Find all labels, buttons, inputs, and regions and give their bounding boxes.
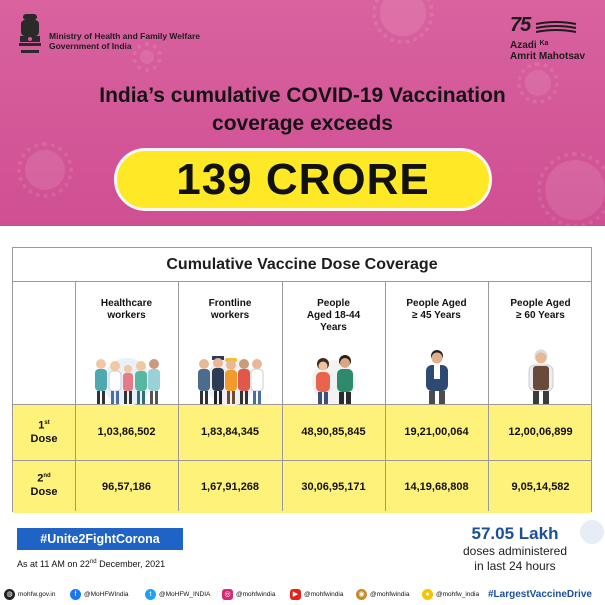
koo-icon: ● <box>422 589 433 600</box>
virus-decoration <box>25 150 65 190</box>
total-doses-pill: 139 CRORE <box>114 148 492 211</box>
table-title: Cumulative Vaccine Dose Coverage <box>13 248 591 282</box>
table-cell: 9,05,14,582 <box>511 481 570 493</box>
footer-hashtag: #LargestVaccineDrive <box>488 588 592 600</box>
footer-twitter[interactable]: t @MoHFW_INDIA <box>145 588 210 600</box>
dose-coverage-table <box>12 247 592 512</box>
footer-youtube[interactable]: ▶ @mohfwindia <box>290 588 343 600</box>
footer-pinterest[interactable]: ◉ @mohfwindia <box>356 588 409 600</box>
table-cell: 1,03,86,502 <box>97 426 156 438</box>
age-18-44-illustration <box>299 348 369 406</box>
healthcare-workers-illustration <box>91 348 163 406</box>
table-cell: 96,57,186 <box>102 481 151 493</box>
daily-doses-summary <box>440 524 590 574</box>
facebook-icon: f <box>70 589 81 600</box>
footer-koo[interactable]: ● @mohfw_india <box>422 588 479 600</box>
footer-website[interactable]: ◍ mohfw.gov.in <box>4 588 55 600</box>
column-header-18-44: People Aged 18-44 Years <box>306 298 361 333</box>
logo-75: 75 <box>510 14 531 36</box>
column-header-45-plus: People Aged ≥ 45 Years <box>406 298 467 321</box>
hashtag-unite2fightcorona: #Unite2FightCorona <box>17 528 183 550</box>
virus-decoration <box>380 0 426 36</box>
pinterest-icon: ◉ <box>356 589 367 600</box>
logo-flag-icon <box>536 20 576 34</box>
row-label-second-dose: 2nd Dose <box>30 472 58 498</box>
table-cell: 48,90,85,845 <box>301 426 366 438</box>
azadi-ka-amrit-mahotsav-logo <box>508 14 593 64</box>
globe-icon: ◍ <box>4 589 15 600</box>
column-header-60-plus: People Aged ≥ 60 Years <box>510 298 571 321</box>
daily-doses-value: 57.05 Lakh <box>471 524 559 543</box>
ministry-line: Ministry of Health and Family Welfare <box>49 31 200 41</box>
timestamp-text: As at 11 AM on 22nd December, 2021 <box>17 559 166 569</box>
government-line: Government of India <box>49 41 132 51</box>
table-cell: 1,83,84,345 <box>200 426 260 438</box>
logo-line-1: Azadi $^{Ka}$ <box>510 40 549 51</box>
virus-decoration <box>580 520 604 544</box>
age-45-plus-illustration <box>409 348 465 406</box>
headline-line-2: coverage exceeds <box>212 112 393 135</box>
logo-line-2: Amrit Mahotsav <box>510 51 586 62</box>
footer-facebook[interactable]: f @MoHFWIndia <box>70 588 129 600</box>
table-cell: 30,06,95,171 <box>301 481 366 493</box>
table-cell: 12,00,06,899 <box>508 426 573 438</box>
virus-decoration <box>140 50 154 64</box>
headline-line-1: India’s cumulative COVID-19 Vaccination <box>99 84 506 107</box>
column-header-frontline: Frontline workers <box>208 298 252 321</box>
column-header-healthcare: Healthcare workers <box>100 298 153 321</box>
footer-social-bar <box>0 583 605 605</box>
table-cell: 14,19,68,808 <box>404 481 469 493</box>
daily-doses-line-2: doses administered <box>462 544 568 558</box>
row-label-first-dose: 1st Dose <box>30 419 58 445</box>
ministry-name <box>49 31 200 51</box>
daily-doses-line-3: in last 24 hours <box>474 559 556 573</box>
virus-decoration <box>545 160 605 220</box>
twitter-icon: t <box>145 589 156 600</box>
header-banner <box>0 0 605 226</box>
table-cell: 1,67,91,268 <box>200 481 260 493</box>
youtube-icon: ▶ <box>290 589 301 600</box>
frontline-workers-illustration <box>194 348 266 406</box>
table-cell: 19,21,00,064 <box>404 426 469 438</box>
footer-instagram[interactable]: ◎ @mohfwindia <box>222 588 275 600</box>
age-60-plus-illustration <box>513 348 569 406</box>
national-emblem-icon <box>17 12 43 60</box>
instagram-icon: ◎ <box>222 589 233 600</box>
